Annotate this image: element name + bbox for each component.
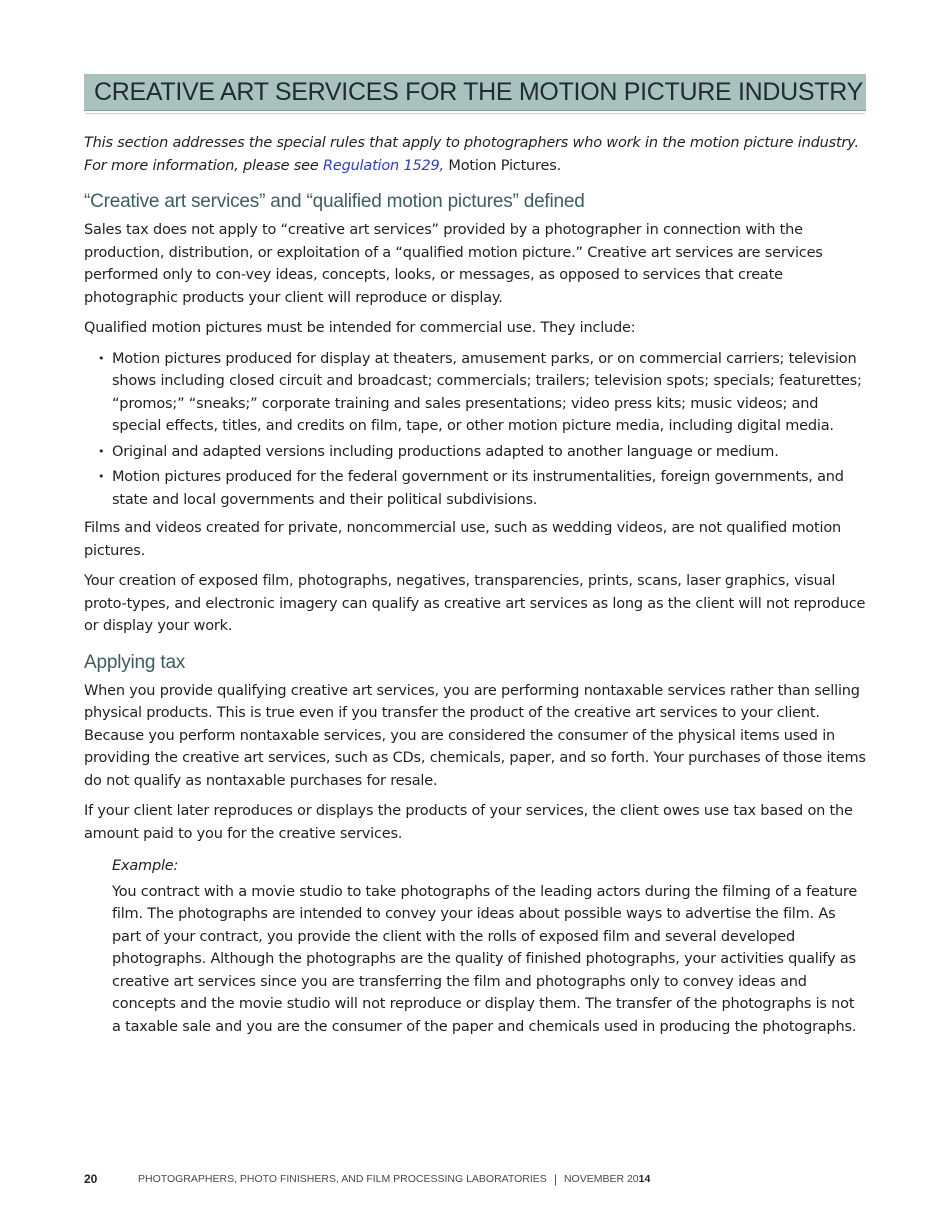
page-content <box>84 74 866 1038</box>
date-prefix: NOVEMBER 20 <box>563 1173 639 1185</box>
definitions-paragraph-2: Qualified motion pictures must be intended for commercial use. They include: <box>84 320 636 336</box>
list-item-text: Original and adapted versions including productions adapted to another language or medium. <box>112 443 779 460</box>
page-number: 20 <box>84 1172 98 1186</box>
definitions-paragraph-4: Your creation of exposed film, photographs, negatives, transparencies, prints, scans, laser graphics, visual proto-types, and electronic imagery can qualify as creative art services as long as the client will not reproduce or display your work. <box>84 573 866 634</box>
list-item-text: Motion pictures produced for display at theaters, amusement parks, or on commercial carriers; television shows including closed circuit and broadcast; commercials; trailers; television spots; specials; featurettes; “promos;” “sneaks;” corporate training and sales presentations; video press kits; music videos; and special effects, titles, and credits on film, tape, or other motion picture media, including digital media. <box>112 350 862 434</box>
page-footer <box>84 1172 650 1186</box>
applying-tax-paragraph-2: If your client later reproduces or displays the products of your services, the client owes use tax based on the amount paid to you for the creative services. <box>84 803 853 842</box>
bullet-icon: • <box>98 444 105 458</box>
publication-date <box>564 1173 650 1185</box>
regulation-link[interactable]: Regulation 1529, <box>322 157 444 174</box>
definitions-paragraph-1: Sales tax does not apply to “creative art services” provided by a photographer in connection with the production, distribution, or exploitation of a “qualified motion picture.” Creative art services are services performed only to con-vey ideas, concepts, looks, or messages, as opposed to services that create photographic products your client will reproduce or display. <box>84 222 823 306</box>
list-item-text: Motion pictures produced for the federal government or its instrumentalities, foreign governments, and state and local governments and their political subdivisions. <box>112 469 844 508</box>
intro-tail: Motion Pictures. <box>443 157 561 174</box>
example-text: You contract with a movie studio to take photographs of the leading actors during the filming of a feature film. The photographs are intended to convey your ideas about possible ways to advertise the film. As part of your contract, you provide the client with the rolls of exposed film and several developed photographs. Although the photographs are the quality of finished photographs, your activities qualify as creative art services since you are transferring the film and photographs only to convey ideas and concepts and the movie studio will not reproduce or display them. The transfer of the photographs is not a taxable sale and you are the consumer of the paper and chemicals used in producing the photographs. <box>112 883 858 1035</box>
footer-separator: | <box>553 1172 557 1186</box>
intro-paragraph <box>84 132 866 177</box>
publication-title: PHOTOGRAPHERS, PHOTO FINISHERS, AND FILM PROCESSING LABORATORIES <box>138 1173 547 1185</box>
list-item <box>84 348 866 438</box>
list-item <box>84 441 866 464</box>
page-title: CREATIVE ART SERVICES FOR THE MOTION PICTURE INDUSTRY <box>94 77 863 106</box>
section-heading-definitions: “Creative art services” and “qualified motion pictures” defined <box>84 191 585 212</box>
applying-tax-paragraph-1: When you provide qualifying creative art services, you are performing nontaxable services rather than selling physical products. This is true even if you transfer the product of the creative art services to your client. Because you perform nontaxable services, you are considered the consumer of the physical items used in providing the creative art services, such as CDs, chemicals, paper, and so forth. Your purchases of those items do not qualify as nontaxable purchases for resale. <box>84 682 866 789</box>
example-block <box>112 855 866 1038</box>
definitions-paragraph-3: Films and videos created for private, noncommercial use, such as wedding videos, are not qualified motion pictures. <box>84 520 842 559</box>
date-suffix: 14 <box>638 1173 651 1185</box>
example-label: Example: <box>112 858 179 874</box>
section-banner <box>84 74 866 111</box>
section-heading-applying-tax: Applying tax <box>84 651 186 673</box>
intro-text: This section addresses the special rules that apply to photographers who work in the motion picture industry. For more information, please see <box>84 135 859 174</box>
bullet-icon: • <box>98 470 105 483</box>
list-item <box>84 466 866 511</box>
bullet-icon: • <box>98 351 105 365</box>
qualified-motion-pictures-list <box>84 348 866 512</box>
